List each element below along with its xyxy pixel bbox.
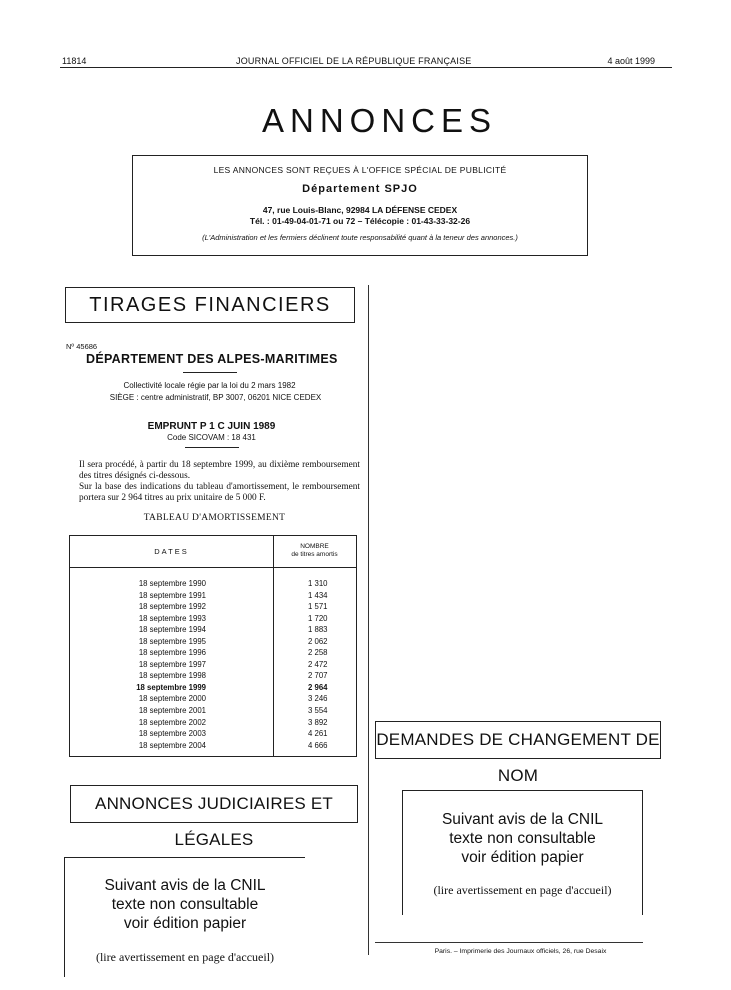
cnil-line-2: texte non consultable: [111, 896, 259, 913]
header-rule: [60, 67, 672, 68]
table-row: [70, 670, 356, 682]
cnil-line-1: Suivant avis de la CNIL: [104, 877, 266, 894]
row-value: 4 261: [308, 729, 328, 739]
info-department: Département SPJO: [302, 183, 418, 195]
table-row: [70, 705, 356, 717]
amortization-table: [69, 535, 357, 757]
row-value: 2 472: [308, 659, 328, 669]
section-title-changement-nom: DEMANDES DE CHANGEMENT DE NOM: [375, 721, 661, 759]
table-row: [70, 601, 356, 613]
row-date: 18 septembre 1992: [138, 602, 206, 612]
row-date: 18 septembre 1996: [138, 648, 206, 658]
divider: [183, 372, 237, 373]
row-value: 1 883: [308, 625, 328, 635]
row-date: 18 septembre 1995: [138, 636, 206, 646]
row-value: 3 554: [308, 706, 328, 716]
row-date: 18 septembre 1997: [138, 659, 206, 669]
row-date: 18 septembre 2004: [138, 740, 206, 750]
row-date: 18 septembre 1998: [138, 671, 206, 681]
row-date: 18 septembre 1993: [138, 613, 206, 623]
column-header-dates: DATES: [154, 547, 189, 556]
paragraph-indications: Sur la base des indications du tableau d'amortissement, le remboursement portera sur 2 964 titres au prix unitaire de 5 000 F.: [79, 482, 360, 503]
cnil-line-1: Suivant avis de la CNIL: [441, 811, 604, 828]
info-phone: Tél. : 01-49-04-01-71 ou 72 – Télécopie : 01-43-33-32-26: [249, 216, 471, 226]
journal-title: JOURNAL OFFICIEL DE LA RÉPUBLIQUE FRANÇAISE: [236, 56, 472, 66]
emprunt-heading: EMPRUNT P 1 C JUIN 1989: [147, 421, 276, 432]
row-value: 2 964: [308, 682, 328, 692]
cnil-line-2: texte non consultable: [449, 830, 596, 847]
cnil-line-3: voir édition papier: [123, 915, 247, 932]
column-header-number: [273, 543, 356, 559]
printer-footer: Paris. – Imprimerie des Journaux officiels, 26, rue Desaix: [434, 948, 607, 955]
table-row: [70, 717, 356, 729]
info-address: 47, rue Louis-Blanc, 92984 LA DÉFENSE CEDEX: [262, 205, 458, 215]
column-header-number-line2: de titres amortis: [291, 551, 338, 558]
row-date: 18 septembre 2002: [138, 717, 206, 727]
table-row: [70, 636, 356, 648]
page-number: 11814: [62, 56, 87, 66]
section-title-judiciaires: ANNONCES JUDICIAIRES ET LÉGALES: [70, 785, 358, 823]
table-title: TABLEAU D'AMORTISSEMENT: [143, 513, 286, 523]
table-row: [70, 613, 356, 625]
table-row: [70, 728, 356, 740]
row-date: 18 septembre 2003: [138, 729, 206, 739]
announcement-number: Nº 45686: [66, 342, 98, 351]
paragraph-remboursement: Il sera procédé, à partir du 18 septembre 1999, au dixième remboursement des titres désignés ci-dessous.: [79, 460, 360, 481]
table-row: [70, 647, 356, 659]
page-title: ANNONCES: [261, 102, 498, 139]
divider: [185, 447, 239, 448]
row-value: 4 666: [308, 740, 328, 750]
sicovam-code: Code SICOVAM : 18 431: [167, 433, 256, 442]
row-date: 18 septembre 1999: [136, 682, 206, 692]
cnil-notice-changement-nom: [402, 790, 643, 915]
issue-date: 4 août 1999: [607, 56, 655, 66]
row-value: 1 720: [308, 613, 328, 623]
table-row-current: [70, 682, 356, 694]
footer-rule: [375, 942, 643, 943]
table-row: [70, 740, 356, 752]
cnil-notice-judiciaires: [64, 857, 305, 977]
cnil-note: (lire avertissement en page d'accueil): [95, 950, 275, 964]
row-value: 2 707: [308, 671, 328, 681]
row-value: 2 062: [308, 636, 328, 646]
table-header-rule: [70, 567, 356, 568]
row-value: 1 434: [308, 590, 328, 600]
row-value: 2 258: [308, 648, 328, 658]
row-date: 18 septembre 1994: [138, 625, 206, 635]
collectivite-line: Collectivité locale régie par la loi du 2 mars 1982: [123, 381, 296, 390]
info-line-1: LES ANNONCES SONT REÇUES À L'OFFICE SPÉCIAL DE PUBLICITÉ: [213, 165, 507, 175]
row-date: 18 septembre 2001: [138, 706, 206, 716]
table-body: [70, 578, 356, 751]
row-value: 1 571: [308, 602, 328, 612]
row-value: 3 892: [308, 717, 328, 727]
row-date: 18 septembre 1991: [138, 590, 206, 600]
table-row: [70, 578, 356, 590]
publicity-info-box: [132, 155, 588, 256]
row-value: 3 246: [308, 694, 328, 704]
table-row: [70, 659, 356, 671]
row-date: 18 septembre 1990: [138, 579, 206, 588]
cnil-note: (lire avertissement en page d'accueil): [433, 883, 612, 897]
table-row: [70, 624, 356, 636]
siege-line: SIÈGE : centre administratif, BP 3007, 06201 NICE CEDEX: [109, 393, 322, 402]
cnil-line-3: voir édition papier: [461, 849, 584, 866]
row-value: 1 310: [308, 579, 328, 588]
table-row: [70, 590, 356, 602]
column-header-number-line1: NOMBRE: [300, 543, 329, 550]
info-disclaimer: (L'Administration et les fermiers déclinent toute responsabilité quant à la teneur des annonces.): [202, 233, 518, 242]
table-row: [70, 693, 356, 705]
section-title-tirages: TIRAGES FINANCIERS: [65, 287, 355, 323]
department-heading: DÉPARTEMENT DES ALPES-MARITIMES: [86, 352, 338, 366]
row-date: 18 septembre 2000: [138, 694, 206, 704]
